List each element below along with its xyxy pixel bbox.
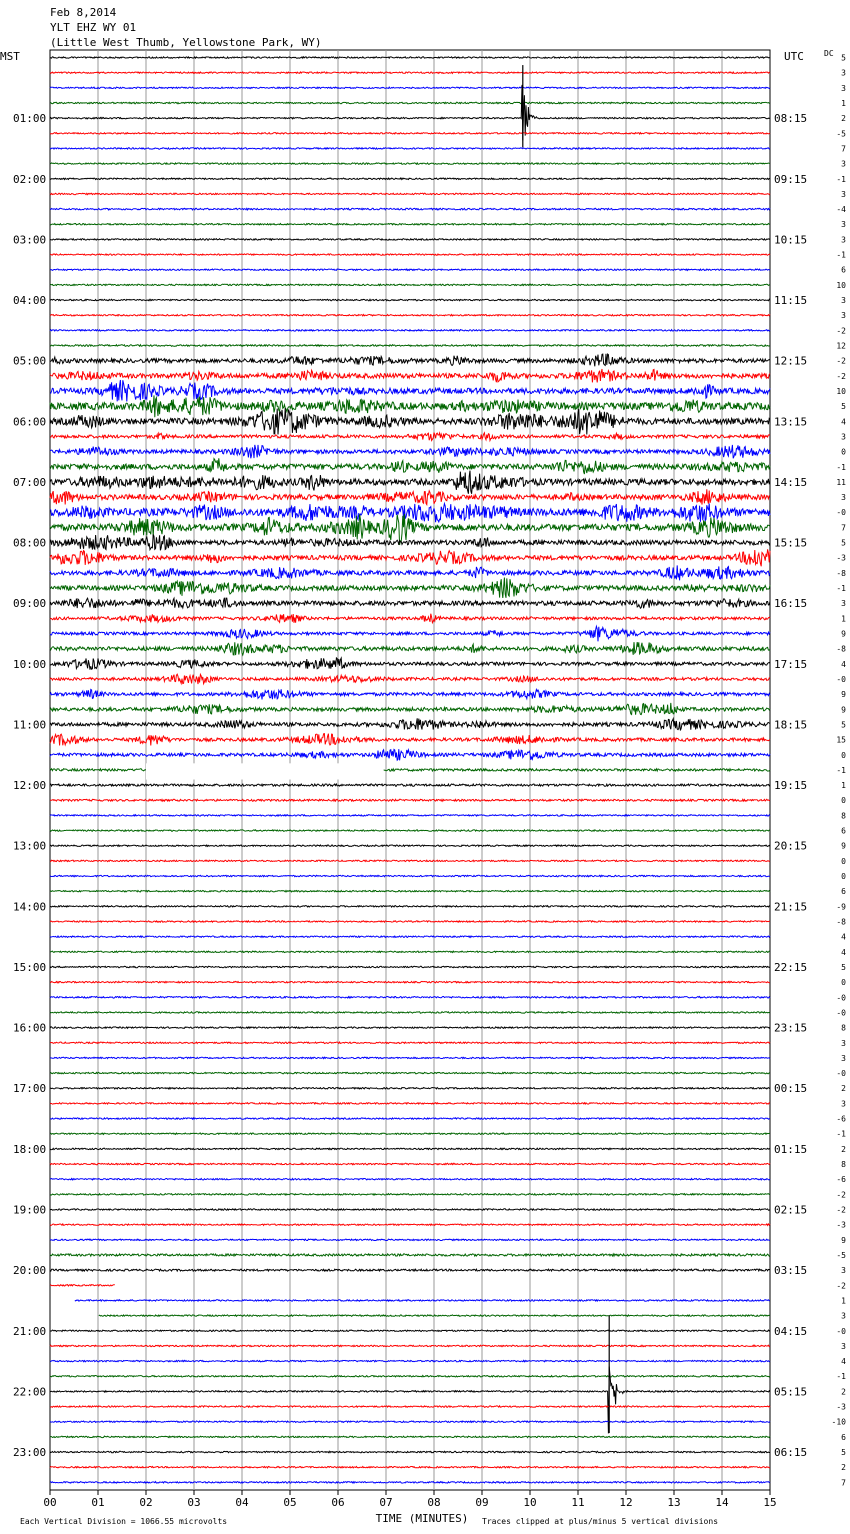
mst-hour-labels [13, 112, 46, 1459]
dc-offset-value: -1 [836, 1129, 846, 1139]
station-code: YLT EHZ WY 01 [50, 21, 137, 34]
seismic-trace [50, 1451, 770, 1452]
seismic-trace [50, 1209, 770, 1210]
dc-offset-value: 4 [841, 417, 846, 427]
seismic-trace [50, 345, 770, 347]
dc-offset-value: 3 [841, 296, 846, 306]
utc-hour-label: 09:15 [774, 172, 808, 186]
dc-offset-value: -2 [836, 371, 846, 381]
seismic-trace [50, 1330, 770, 1332]
seismic-trace [50, 1103, 770, 1104]
x-tick-label: 11 [571, 1496, 585, 1509]
seismic-trace [50, 85, 770, 140]
seismic-trace [50, 224, 770, 226]
mst-hour-label: 05:00 [13, 354, 47, 368]
x-tick-label: 07 [379, 1496, 393, 1509]
dc-offset-value: 8 [841, 1023, 846, 1033]
seismic-trace [50, 102, 770, 103]
dc-offset-value: -8 [836, 568, 846, 578]
seismic-trace [50, 658, 770, 670]
dc-offset-value: 3 [841, 1266, 846, 1276]
seismic-trace [50, 330, 770, 332]
seismic-trace [50, 354, 770, 367]
x-tick-label: 14 [715, 1496, 729, 1509]
seismic-trace [50, 830, 770, 832]
dc-offset-value: 1 [841, 614, 846, 624]
seismic-trace [50, 163, 770, 164]
dc-offset-value: 5 [841, 402, 846, 412]
dc-offset-value: 3 [841, 1099, 846, 1109]
utc-hour-label: 12:15 [774, 354, 808, 368]
seismic-trace [50, 921, 770, 922]
seismic-trace [50, 1133, 770, 1134]
dc-offset-value: -3 [836, 553, 846, 563]
dc-offset-value: -1 [836, 174, 846, 184]
dc-offset-value: -8 [836, 644, 846, 654]
mst-hour-label: 14:00 [13, 900, 47, 914]
dc-offset-value: 3 [841, 159, 846, 169]
seismic-trace [50, 1254, 770, 1256]
seismic-trace [50, 642, 770, 655]
utc-hour-label: 05:15 [774, 1385, 808, 1399]
dc-offset-value: 2 [841, 1387, 846, 1397]
x-tick-label: 10 [523, 1496, 537, 1509]
x-tick-label: 02 [139, 1496, 153, 1509]
seismic-trace [50, 208, 770, 210]
seismic-trace [50, 1088, 770, 1090]
dc-offset-value: 3 [841, 311, 846, 321]
dc-offset-value: 5 [841, 720, 846, 730]
dc-offset-value: 0 [841, 978, 846, 988]
dc-offset-value: -2 [836, 326, 846, 336]
mst-axis-label: MST [0, 50, 20, 63]
seismic-trace [50, 997, 770, 999]
seismic-trace [50, 626, 770, 641]
dc-offset-value: -9 [836, 902, 846, 912]
utc-axis-label: UTC [784, 50, 804, 63]
dc-offset-value: 7 [841, 1478, 846, 1488]
dc-offset-value: 0 [841, 872, 846, 882]
dc-offset-value: 4 [841, 659, 846, 669]
utc-hour-label: 08:15 [774, 112, 808, 126]
dc-offset-value: 12 [836, 341, 846, 351]
x-tick-label: 09 [475, 1496, 489, 1509]
seismic-trace [50, 799, 770, 801]
utc-hour-label: 15:15 [774, 536, 808, 550]
seismic-trace [50, 445, 770, 458]
mst-hour-label: 16:00 [13, 1021, 47, 1035]
utc-hour-label: 06:15 [774, 1446, 808, 1460]
dc-offset-value: -0 [836, 1008, 846, 1018]
dc-offset-value: 3 [841, 235, 846, 245]
seismic-trace [99, 1315, 770, 1316]
seismic-trace [50, 1285, 115, 1286]
dc-offset-value: 6 [841, 887, 846, 897]
dc-offset-value: 0 [841, 447, 846, 457]
seismic-trace [50, 614, 770, 623]
mst-hour-label: 01:00 [13, 112, 47, 126]
dc-offset-value: 9 [841, 629, 846, 639]
dc-offset-value: 3 [841, 1038, 846, 1048]
x-tick-label: 03 [187, 1496, 201, 1509]
x-tick-label: 13 [667, 1496, 681, 1509]
utc-hour-label: 04:15 [774, 1324, 808, 1338]
utc-hour-label: 21:15 [774, 900, 808, 914]
mst-hour-label: 07:00 [13, 475, 47, 489]
seismic-trace [50, 578, 770, 599]
seismic-trace [50, 598, 770, 609]
x-axis-title: TIME (MINUTES) [375, 1512, 469, 1525]
seismic-trace [50, 951, 770, 952]
seismic-trace [50, 1376, 770, 1378]
seismic-trace [50, 674, 770, 684]
seismic-trace [50, 936, 770, 938]
dc-offset-value: -1 [836, 584, 846, 594]
x-axis-ticks [43, 1490, 776, 1509]
mst-hour-label: 13:00 [13, 839, 47, 853]
dc-offset-value: 3 [841, 1311, 846, 1321]
seismic-trace [50, 981, 770, 982]
data-gap [146, 763, 384, 779]
seismic-trace [50, 1148, 770, 1150]
seismic-trace [50, 1269, 770, 1271]
seismic-trace [50, 875, 770, 876]
dc-offset-value: 0 [841, 856, 846, 866]
utc-hour-label: 22:15 [774, 960, 808, 974]
dc-offset-value: 2 [841, 1463, 846, 1473]
dc-offset-value: 10 [836, 280, 846, 290]
dc-offset-value: -0 [836, 993, 846, 1003]
seismic-trace [50, 1360, 770, 1361]
utc-hour-label: 13:15 [774, 415, 808, 429]
dc-offset-value: 0 [841, 796, 846, 806]
mst-hour-label: 03:00 [13, 233, 47, 247]
seismic-trace [50, 72, 770, 74]
x-tick-label: 15 [763, 1496, 777, 1509]
x-tick-label: 06 [331, 1496, 345, 1509]
mst-hour-label: 19:00 [13, 1203, 47, 1217]
dc-offset-labels [832, 54, 847, 1488]
seismic-trace [50, 860, 770, 862]
dc-offset-value: 10 [836, 386, 846, 396]
seismic-trace [50, 718, 770, 730]
utc-hour-label: 11:15 [774, 294, 808, 308]
seismic-trace [50, 966, 770, 967]
dc-offset-value: -0 [836, 1326, 846, 1336]
utc-hour-label: 20:15 [774, 839, 808, 853]
dc-offset-value: 8 [841, 1160, 846, 1170]
seismic-trace [50, 549, 770, 566]
mst-hour-label: 12:00 [13, 779, 47, 793]
seismic-trace [50, 148, 770, 150]
mst-hour-label: 04:00 [13, 294, 47, 308]
x-tick-label: 12 [619, 1496, 633, 1509]
station-location: (Little West Thumb, Yellowstone Park, WY) [50, 36, 322, 49]
dc-offset-value: -4 [836, 205, 846, 215]
data-gaps [146, 763, 384, 779]
seismic-trace [50, 734, 770, 746]
seismic-trace [50, 749, 770, 760]
dc-offset-value: 6 [841, 826, 846, 836]
dc-offset-value: -3 [836, 1402, 846, 1412]
dc-offset-value: -1 [836, 1372, 846, 1382]
seismic-trace [50, 1421, 770, 1422]
dc-offset-value: 15 [836, 735, 846, 745]
dc-offset-value: 0 [841, 750, 846, 760]
dc-offset-value: 1 [841, 781, 846, 791]
mst-hour-label: 22:00 [13, 1385, 47, 1399]
seismic-trace [50, 369, 770, 382]
utc-hour-label: 17:15 [774, 657, 808, 671]
x-tick-label: 05 [283, 1496, 297, 1509]
dc-offset-value: -2 [836, 1281, 846, 1291]
clipping-note: Traces clipped at plus/minus 5 vertical divisions [482, 1517, 719, 1526]
seismic-trace [50, 87, 770, 88]
dc-offset-value: -0 [836, 1069, 846, 1079]
utc-hour-label: 00:15 [774, 1082, 808, 1096]
dc-offset-value: -8 [836, 917, 846, 927]
utc-hour-label: 02:15 [774, 1203, 808, 1217]
x-tick-label: 04 [235, 1496, 249, 1509]
seismic-trace [50, 1467, 770, 1468]
seismic-trace [50, 1042, 770, 1044]
dc-offset-value: -2 [836, 1190, 846, 1200]
seismic-trace [50, 1057, 770, 1058]
mst-hour-label: 20:00 [13, 1264, 47, 1278]
seismic-trace [50, 1224, 770, 1226]
seismic-trace [50, 689, 770, 699]
utc-hour-label: 19:15 [774, 779, 808, 793]
dc-offset-value: 4 [841, 1357, 846, 1367]
x-tick-label: 00 [43, 1496, 57, 1509]
dc-axis-label: DC [824, 49, 834, 58]
seismic-trace [50, 284, 770, 286]
seismic-trace [50, 703, 770, 715]
dc-offset-value: 2 [841, 114, 846, 124]
mst-hour-label: 18:00 [13, 1142, 47, 1156]
dc-offset-value: -0 [836, 508, 846, 518]
dc-offset-value: 9 [841, 690, 846, 700]
dc-offset-value: -10 [831, 1417, 846, 1427]
mst-hour-label: 09:00 [13, 597, 47, 611]
seismic-trace [50, 1163, 770, 1164]
mst-hour-label: 10:00 [13, 657, 47, 671]
seismic-trace [50, 471, 770, 494]
dc-offset-value: 5 [841, 53, 846, 63]
seismic-trace [50, 1482, 770, 1484]
seismic-trace [50, 299, 770, 300]
dc-offset-value: -1 [836, 765, 846, 775]
utc-hour-label: 23:15 [774, 1021, 808, 1035]
seismic-trace [50, 269, 770, 270]
dc-offset-value: 6 [841, 265, 846, 275]
dc-offset-value: -0 [836, 674, 846, 684]
utc-hour-labels [774, 112, 807, 1459]
dc-offset-value: 3 [841, 1341, 846, 1351]
seismic-trace [50, 845, 770, 846]
seismic-trace [50, 315, 770, 316]
seismic-trace [50, 815, 770, 816]
seismic-trace [50, 395, 770, 417]
dc-offset-value: 3 [841, 68, 846, 78]
dc-offset-value: 3 [841, 83, 846, 93]
seismic-trace [50, 458, 770, 474]
seismic-trace [50, 1012, 770, 1014]
mst-hour-label: 08:00 [13, 536, 47, 550]
mst-hour-label: 23:00 [13, 1446, 47, 1460]
seismic-trace [50, 239, 770, 240]
seismic-trace [50, 178, 770, 180]
seismic-trace [50, 1179, 770, 1180]
dc-offset-value: 8 [841, 811, 846, 821]
dc-offset-value: 3 [841, 1053, 846, 1063]
mst-hour-label: 02:00 [13, 172, 47, 186]
mst-hour-label: 15:00 [13, 960, 47, 974]
mst-hour-label: 17:00 [13, 1082, 47, 1096]
dc-offset-value: 3 [841, 493, 846, 503]
utc-hour-label: 03:15 [774, 1264, 808, 1278]
vertical-division-note: Each Vertical Division = 1066.55 microvolts [20, 1517, 228, 1526]
dc-offset-value: -3 [836, 1220, 846, 1230]
seismic-trace [50, 1118, 770, 1120]
chart-date: Feb 8,2014 [50, 6, 117, 19]
dc-offset-value: 5 [841, 538, 846, 548]
dc-offset-value: 9 [841, 1235, 846, 1245]
dc-offset-value: 9 [841, 841, 846, 851]
utc-hour-label: 10:15 [774, 233, 808, 247]
dc-offset-value: -2 [836, 1205, 846, 1215]
dc-offset-value: 3 [841, 189, 846, 199]
seismic-trace [50, 534, 770, 550]
seismic-trace [75, 1300, 770, 1302]
seismic-trace [50, 1072, 770, 1073]
dc-offset-value: 3 [841, 432, 846, 442]
dc-offset-value: -1 [836, 462, 846, 472]
utc-hour-label: 16:15 [774, 597, 808, 611]
seismic-trace [50, 1027, 770, 1028]
mst-hour-label: 06:00 [13, 415, 47, 429]
dc-offset-value: -1 [836, 250, 846, 260]
seismic-trace [50, 1345, 770, 1346]
dc-offset-value: 2 [841, 1144, 846, 1154]
dc-offset-value: 4 [841, 932, 846, 942]
seismic-trace [50, 380, 770, 402]
seismic-trace [50, 1406, 770, 1408]
seismic-trace [50, 1239, 770, 1240]
seismic-trace [50, 784, 770, 786]
utc-hour-label: 14:15 [774, 475, 808, 489]
seismic-trace [50, 906, 770, 908]
seismic-trace [50, 891, 770, 892]
seismic-trace [50, 133, 770, 134]
utc-hour-label: 18:15 [774, 718, 808, 732]
dc-offset-value: 1 [841, 98, 846, 108]
dc-offset-value: 5 [841, 962, 846, 972]
seismic-trace [50, 433, 770, 441]
dc-offset-value: 2 [841, 1084, 846, 1094]
dc-offset-value: -6 [836, 1114, 846, 1124]
dc-offset-value: -5 [836, 129, 846, 139]
seismic-trace [50, 1194, 770, 1196]
seismic-trace [50, 57, 770, 58]
dc-offset-value: 5 [841, 1448, 846, 1458]
seismic-trace [50, 565, 770, 580]
seismic-trace [50, 193, 770, 194]
mst-hour-label: 11:00 [13, 718, 47, 732]
dc-offset-value: 4 [841, 947, 846, 957]
dc-offset-value: -6 [836, 1175, 846, 1185]
utc-hour-label: 01:15 [774, 1142, 808, 1156]
mst-hour-label: 21:00 [13, 1324, 47, 1338]
dc-offset-value: 9 [841, 705, 846, 715]
dc-offset-value: 7 [841, 523, 846, 533]
seismic-trace [50, 1436, 770, 1438]
dc-offset-value: 1 [841, 1296, 846, 1306]
dc-offset-value: -5 [836, 1250, 846, 1260]
dc-offset-value: 3 [841, 220, 846, 230]
dc-offset-value: 3 [841, 599, 846, 609]
dc-offset-value: 6 [841, 1432, 846, 1442]
dc-offset-value: 11 [836, 477, 846, 487]
x-tick-label: 01 [91, 1496, 105, 1509]
seismic-trace [50, 254, 770, 256]
seismic-trace [50, 489, 770, 504]
dc-offset-value: -2 [836, 356, 846, 366]
x-tick-label: 08 [427, 1496, 441, 1509]
dc-offset-value: 7 [841, 144, 846, 154]
